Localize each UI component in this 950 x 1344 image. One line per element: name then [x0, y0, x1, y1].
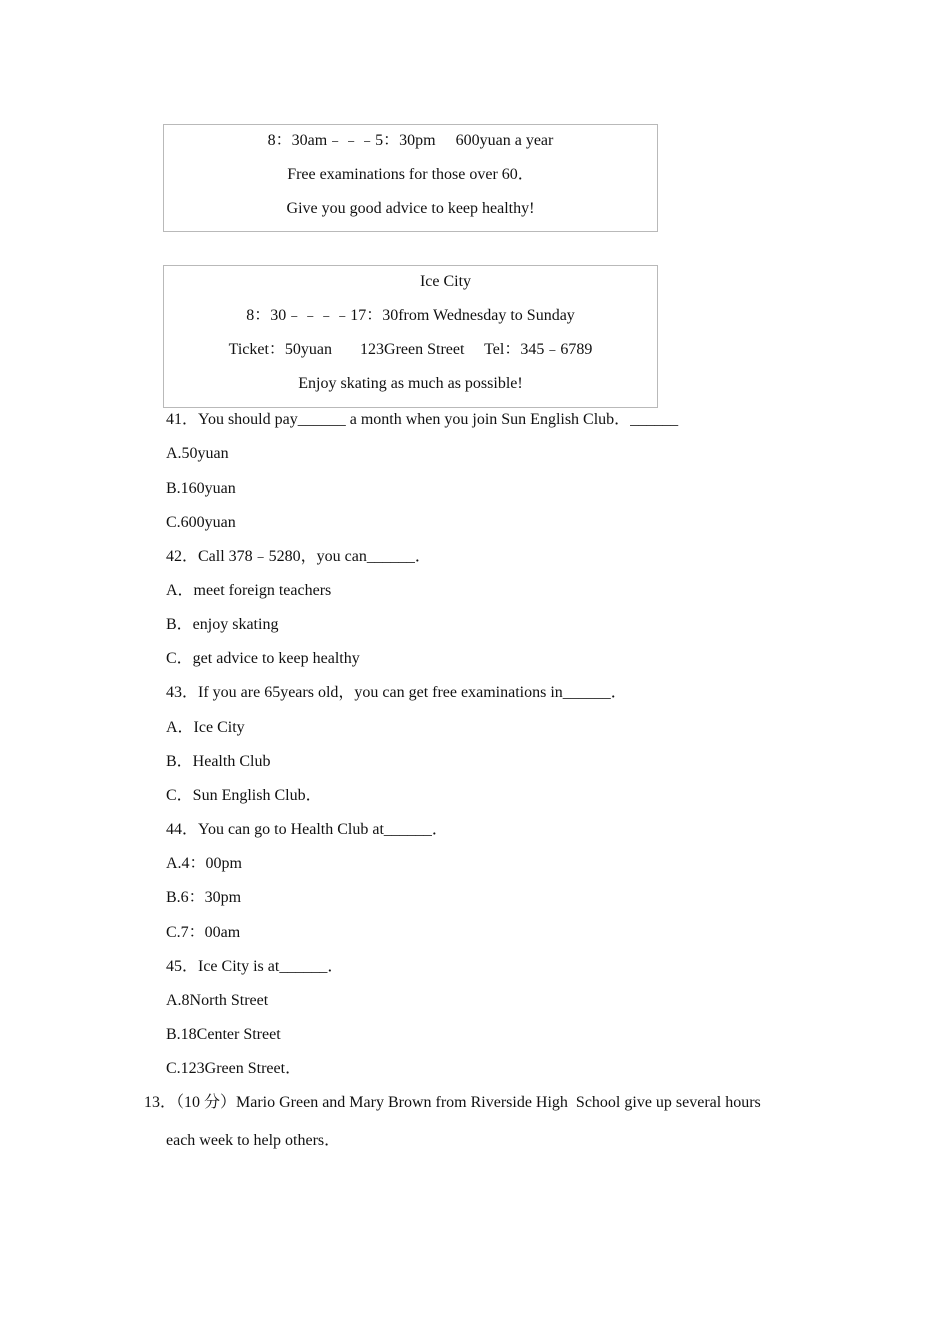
- question-44-stem: 44．You can go to Health Club at______．: [166, 821, 448, 838]
- question-45-option-a: A.8North Street: [166, 992, 269, 1009]
- question-41-stem: 41．You should pay______ a month when you join Sun English Club．______: [166, 411, 679, 428]
- notice-box-health: [163, 124, 658, 232]
- question-42-option-b: B．enjoy skating: [166, 616, 279, 633]
- notice-line: 8：30am﹣﹣﹣5：30pm 600yuan a year: [267, 132, 554, 149]
- question-41-option-b: B.160yuan: [166, 480, 236, 497]
- question-41-option-c: C.600yuan: [166, 514, 236, 531]
- question-13-line-2: each week to help others．: [166, 1132, 341, 1149]
- question-43-option-a: A．Ice City: [166, 719, 245, 736]
- question-44-option-b: B.6：30pm: [166, 889, 242, 906]
- notice-line: 8：30﹣﹣﹣﹣17：30from Wednesday to Sunday: [246, 307, 575, 324]
- question-45-stem: 45．Ice City is at______．: [166, 958, 344, 975]
- question-13-line-1: 13．（10 分）Mario Green and Mary Brown from Riverside High School give up several hours: [144, 1094, 761, 1111]
- question-42-option-a: A．meet foreign teachers: [166, 582, 332, 599]
- question-45-option-c: C.123Green Street．: [166, 1060, 302, 1077]
- question-42-option-c: C．get advice to keep healthy: [166, 650, 360, 667]
- notice-line: Enjoy skating as much as possible!: [298, 375, 523, 392]
- notice-line: Give you good advice to keep healthy!: [286, 200, 535, 217]
- question-43-stem: 43．If you are 65years old，you can get free examinations in______．: [166, 684, 627, 701]
- question-45-option-b: B.18Center Street: [166, 1026, 281, 1043]
- question-43-option-c: C．Sun English Club．: [166, 787, 322, 804]
- notice-line: Ticket：50yuan 123Green Street Tel：345﹣6789: [228, 341, 593, 358]
- notice-line: Free examinations for those over 60．: [287, 166, 534, 183]
- question-44-option-c: C.7：00am: [166, 924, 241, 941]
- question-43-option-b: B．Health Club: [166, 753, 271, 770]
- question-41-option-a: A.50yuan: [166, 445, 229, 462]
- question-44-option-a: A.4：00pm: [166, 855, 243, 872]
- question-42-stem: 42．Call 378﹣5280，you can______．: [166, 548, 431, 565]
- notice-title: Ice City: [419, 273, 472, 290]
- notice-box-ice-city: [163, 265, 658, 408]
